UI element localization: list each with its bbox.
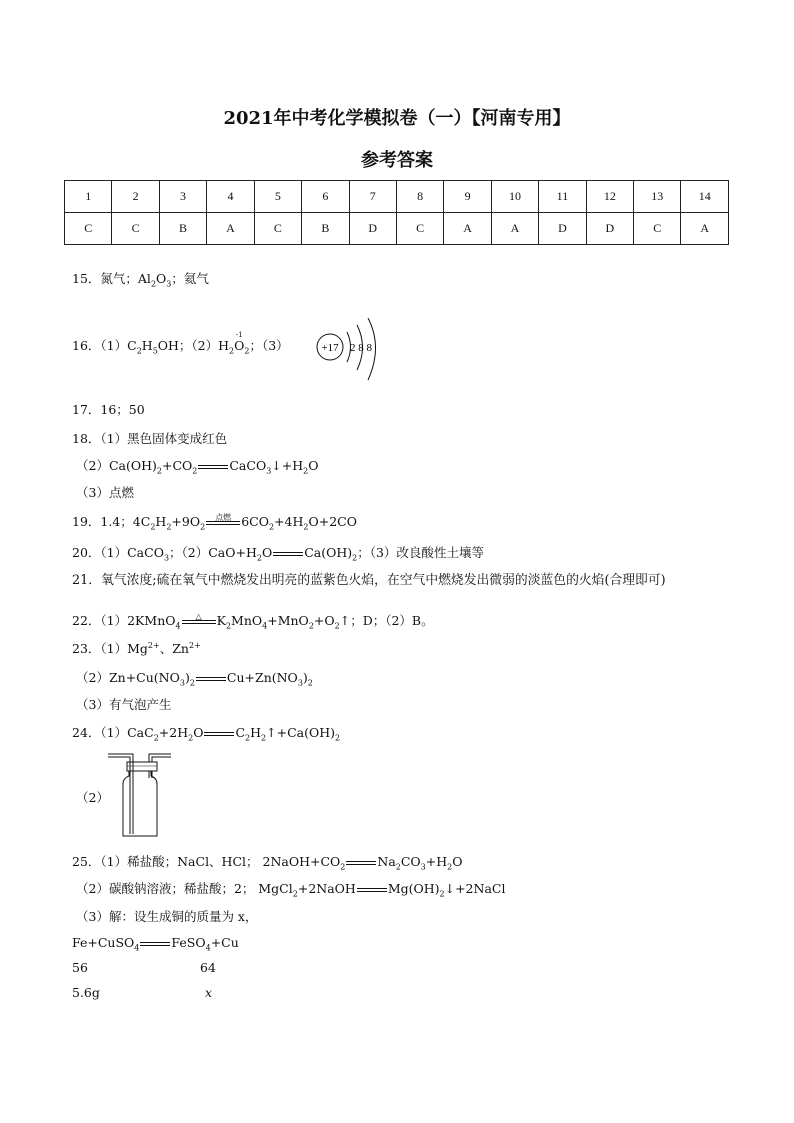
answer-table <box>64 180 729 245</box>
question-number-cell: 13 <box>634 181 681 213</box>
answer-25-mass-fe: 5.6g <box>72 985 100 1000</box>
answer-cell: D <box>586 213 633 245</box>
answer-25-molar-mass-cu: 64 <box>200 960 216 975</box>
answer-cell: A <box>207 213 254 245</box>
question-number-cell: 9 <box>444 181 491 213</box>
electron-shells: 2 8 8 <box>350 342 372 354</box>
question-number-cell: 2 <box>112 181 159 213</box>
answer-table-number-row <box>65 181 729 213</box>
answer-23-2: $(2)Zn+Cu(NO_3)_2$ $Cu+Zn(NO_3)_2$ <box>76 670 313 688</box>
answer-25-molar-mass-fe: 56 <box>72 960 88 975</box>
answer-cell: C <box>634 213 681 245</box>
question-number-cell: 6 <box>302 181 349 213</box>
question-number-cell: 10 <box>491 181 538 213</box>
answer-25-equation: Fe+CuSO$_4$ FeSO$_4$+Cu <box>72 935 239 953</box>
answer-25-1: 25．（1）稀盐酸；NaCl、HCl； $2NaOH+CO_2$ $Na_2CO_3+H_2O$ <box>72 854 463 872</box>
question-number-cell: 1 <box>65 181 112 213</box>
question-number-cell: 3 <box>159 181 206 213</box>
answer-23-1: 23．$(1)Mg^{2+}$、$Zn^{2+}$ <box>72 640 201 656</box>
answer-21: 21．氧气浓度;硫在氧气中燃烧发出明亮的蓝紫色火焰，在空气中燃烧发出微弱的淡蓝色的火焰(合理即可) <box>72 573 666 588</box>
answer-cell: B <box>302 213 349 245</box>
chlorine-atom-structure-diagram <box>313 318 393 388</box>
question-number-cell: 8 <box>396 181 443 213</box>
answer-22: 22．（1）2KMnO$_4$ △ $K_2MnO_4+MnO_2+O_2↑$；D；（2）B。 <box>72 611 434 631</box>
answer-table-answer-row <box>65 213 729 245</box>
answer-cell: A <box>444 213 491 245</box>
page-title: 2021年中考化学模拟卷（一）【河南专用】 <box>223 108 571 129</box>
question-number-cell: 12 <box>586 181 633 213</box>
page-subtitle: 参考答案 <box>361 150 433 171</box>
answer-25-mass-cu: x <box>205 985 213 1000</box>
nucleus-charge: +17 <box>321 342 339 354</box>
answer-18-1: 18．（1）黑色固体变成红色 <box>72 431 228 446</box>
answer-25-3: （3）解：设生成铜的质量为 x， <box>76 909 258 924</box>
question-number-cell: 11 <box>539 181 586 213</box>
answer-18-3: （3）点燃 <box>76 485 134 500</box>
answer-24-2: （2） <box>76 790 109 805</box>
answer-15: 15．氮气；$Al_2O_3$；氦气 <box>72 271 209 289</box>
answer-cell: D <box>539 213 586 245</box>
answer-cell: A <box>491 213 538 245</box>
question-number-cell: 4 <box>207 181 254 213</box>
question-number-cell: 7 <box>349 181 396 213</box>
question-number-cell: 14 <box>681 181 729 213</box>
answer-18-2: $(2)Ca(OH)_2+CO_2$ $CaCO_3↓+H_2O$ <box>76 458 319 476</box>
answer-20: 20．（1）CaCO$_3$；$(2)CaO+H_2O$ $Ca(OH)_2$；（3）改良酸性土壤等 <box>72 545 484 563</box>
answer-17: 17．16；50 <box>72 402 145 417</box>
question-number-cell: 5 <box>254 181 301 213</box>
answer-23-3: （3）有气泡产生 <box>76 697 172 712</box>
answer-19: 19．1.4；$4C_2H_2+9O_2$ 点燃 $6CO_2+4H_2O+2CO$ <box>72 512 357 532</box>
gas-collection-bottle-diagram <box>105 752 185 842</box>
answer-cell: C <box>112 213 159 245</box>
answer-cell: A <box>681 213 729 245</box>
answer-cell: C <box>65 213 112 245</box>
answer-25-2: （2）碳酸钠溶液；稀盐酸；2； MgCl$_2$+2NaOH $Mg(OH)_2↓+2NaCl$ <box>76 881 506 899</box>
answer-24-1: 24．$(1)CaC_2+2H_2O$ $C_2H_2↑+Ca(OH)_2$ <box>72 725 341 743</box>
answer-cell: B <box>159 213 206 245</box>
answer-cell: C <box>254 213 301 245</box>
answer-16: 16．$(1)C_2H_5OH$；$(2)H_2$ -1 $O_2$；（3） <box>72 331 289 356</box>
answer-cell: D <box>349 213 396 245</box>
answer-cell: C <box>396 213 443 245</box>
